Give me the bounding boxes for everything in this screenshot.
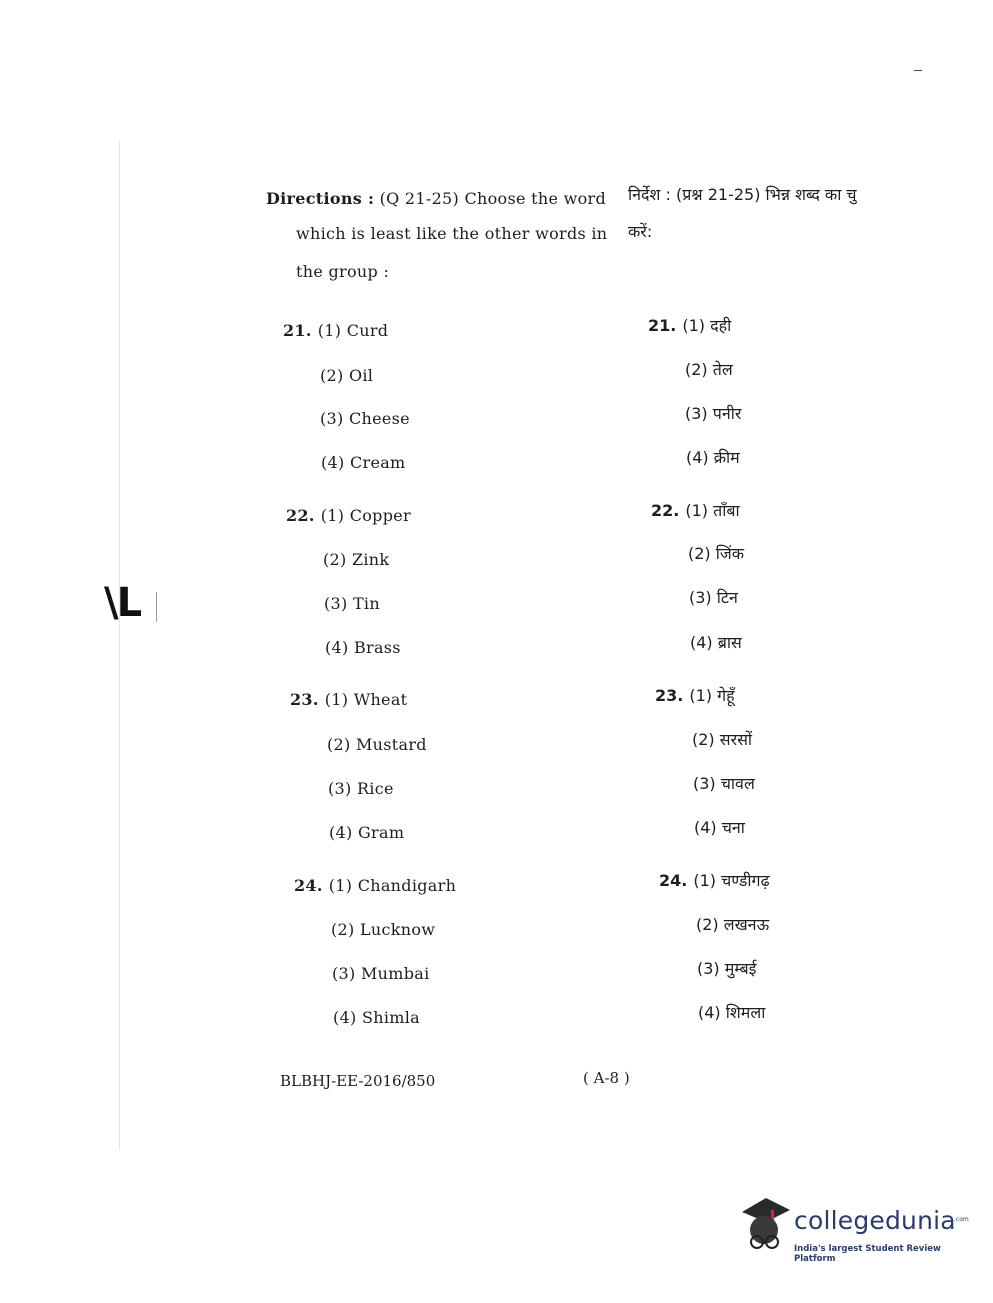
logo-tagline: India's largest Student Review Platform xyxy=(794,1244,941,1264)
margin-stamp-text: \L xyxy=(104,580,141,626)
q24-en-text-1: (1) Chandigarh xyxy=(328,876,457,895)
q21-hi-number: 21. xyxy=(648,316,677,335)
q21-en-option-1 xyxy=(283,321,388,340)
q21-en-option-4: (4) Cream xyxy=(321,453,406,472)
scan-dash-mark xyxy=(914,70,922,71)
directions-hi-line1: निर्देश : (प्रश्न 21-25) भिन्न शब्द का चु xyxy=(628,185,857,204)
q22-hi-option-1 xyxy=(651,499,740,521)
q22-en-number: 22. xyxy=(286,506,315,525)
q24-en-option-2: (2) Lucknow xyxy=(331,920,436,939)
directions-text-1: (Q 21-25) Choose the word xyxy=(379,189,607,208)
q22-en-text-1: (1) Copper xyxy=(320,506,411,525)
q21-en-option-3: (3) Cheese xyxy=(320,409,410,428)
q24-hi-option-3: (3) मुम्बई xyxy=(697,959,757,978)
q21-en-option-2: (2) Oil xyxy=(320,366,374,385)
collegedunia-logo xyxy=(736,1196,969,1264)
q22-en-option-2: (2) Zink xyxy=(323,550,390,569)
q24-hi-number: 24. xyxy=(659,871,688,890)
q24-hi-option-2: (2) लखनऊ xyxy=(696,915,770,934)
q24-hi-option-4: (4) शिमला xyxy=(698,1003,766,1022)
q21-hi-option-1 xyxy=(648,314,731,336)
q22-hi-option-4: (4) ब्रास xyxy=(690,633,742,652)
q23-hi-number: 23. xyxy=(655,686,684,705)
logo-domain: .com xyxy=(954,1216,969,1223)
footer-exam-code: BLBHJ-EE-2016/850 xyxy=(280,1072,436,1090)
directions-label: Directions : xyxy=(266,189,375,208)
mascot-icon xyxy=(736,1196,792,1256)
q23-en-option-1 xyxy=(290,690,407,709)
q21-en-number: 21. xyxy=(283,321,312,340)
directions-en-line1 xyxy=(266,189,606,208)
q23-hi-option-1 xyxy=(655,684,735,706)
q24-en-option-3: (3) Mumbai xyxy=(332,964,430,983)
q21-hi-option-3: (3) पनीर xyxy=(685,404,742,423)
q21-hi-text-1: (1) दही xyxy=(682,316,732,335)
logo-wordmark: collegedunia xyxy=(794,1206,956,1235)
q23-hi-option-4: (4) चना xyxy=(694,818,745,837)
q23-en-option-2: (2) Mustard xyxy=(327,735,427,754)
q22-en-option-1 xyxy=(286,506,411,525)
q23-en-text-1: (1) Wheat xyxy=(324,690,408,709)
directions-hi-line2: करें: xyxy=(628,222,653,241)
q23-hi-option-3: (3) चावल xyxy=(693,774,755,793)
margin-bar xyxy=(156,592,157,622)
q22-hi-number: 22. xyxy=(651,501,680,520)
q23-en-number: 23. xyxy=(290,690,319,709)
q22-en-option-3: (3) Tin xyxy=(324,594,380,613)
q24-hi-text-1: (1) चण्डीगढ़ xyxy=(693,871,770,890)
q23-hi-option-2: (2) सरसों xyxy=(692,730,753,749)
q24-en-number: 24. xyxy=(294,876,323,895)
footer-page-number: ( A-8 ) xyxy=(583,1069,630,1087)
q22-en-option-4: (4) Brass xyxy=(325,638,401,657)
q23-en-option-3: (3) Rice xyxy=(328,779,394,798)
q22-hi-option-3: (3) टिन xyxy=(689,588,738,607)
q21-hi-option-2: (2) तेल xyxy=(685,360,733,379)
q21-en-text-1: (1) Curd xyxy=(317,321,389,340)
scan-edge-line xyxy=(119,140,120,1150)
q21-hi-option-4: (4) क्रीम xyxy=(686,448,740,467)
q22-hi-text-1: (1) ताँबा xyxy=(685,501,740,520)
directions-en-line3: the group : xyxy=(296,262,390,281)
q24-en-option-4: (4) Shimla xyxy=(333,1008,420,1027)
directions-en-line2: which is least like the other words in xyxy=(296,224,608,243)
q23-hi-text-1: (1) गेहूँ xyxy=(689,686,735,705)
q24-en-option-1 xyxy=(294,876,456,895)
q24-hi-option-1 xyxy=(659,869,770,891)
q22-hi-option-2: (2) जिंक xyxy=(688,544,745,563)
q23-en-option-4: (4) Gram xyxy=(329,823,405,842)
